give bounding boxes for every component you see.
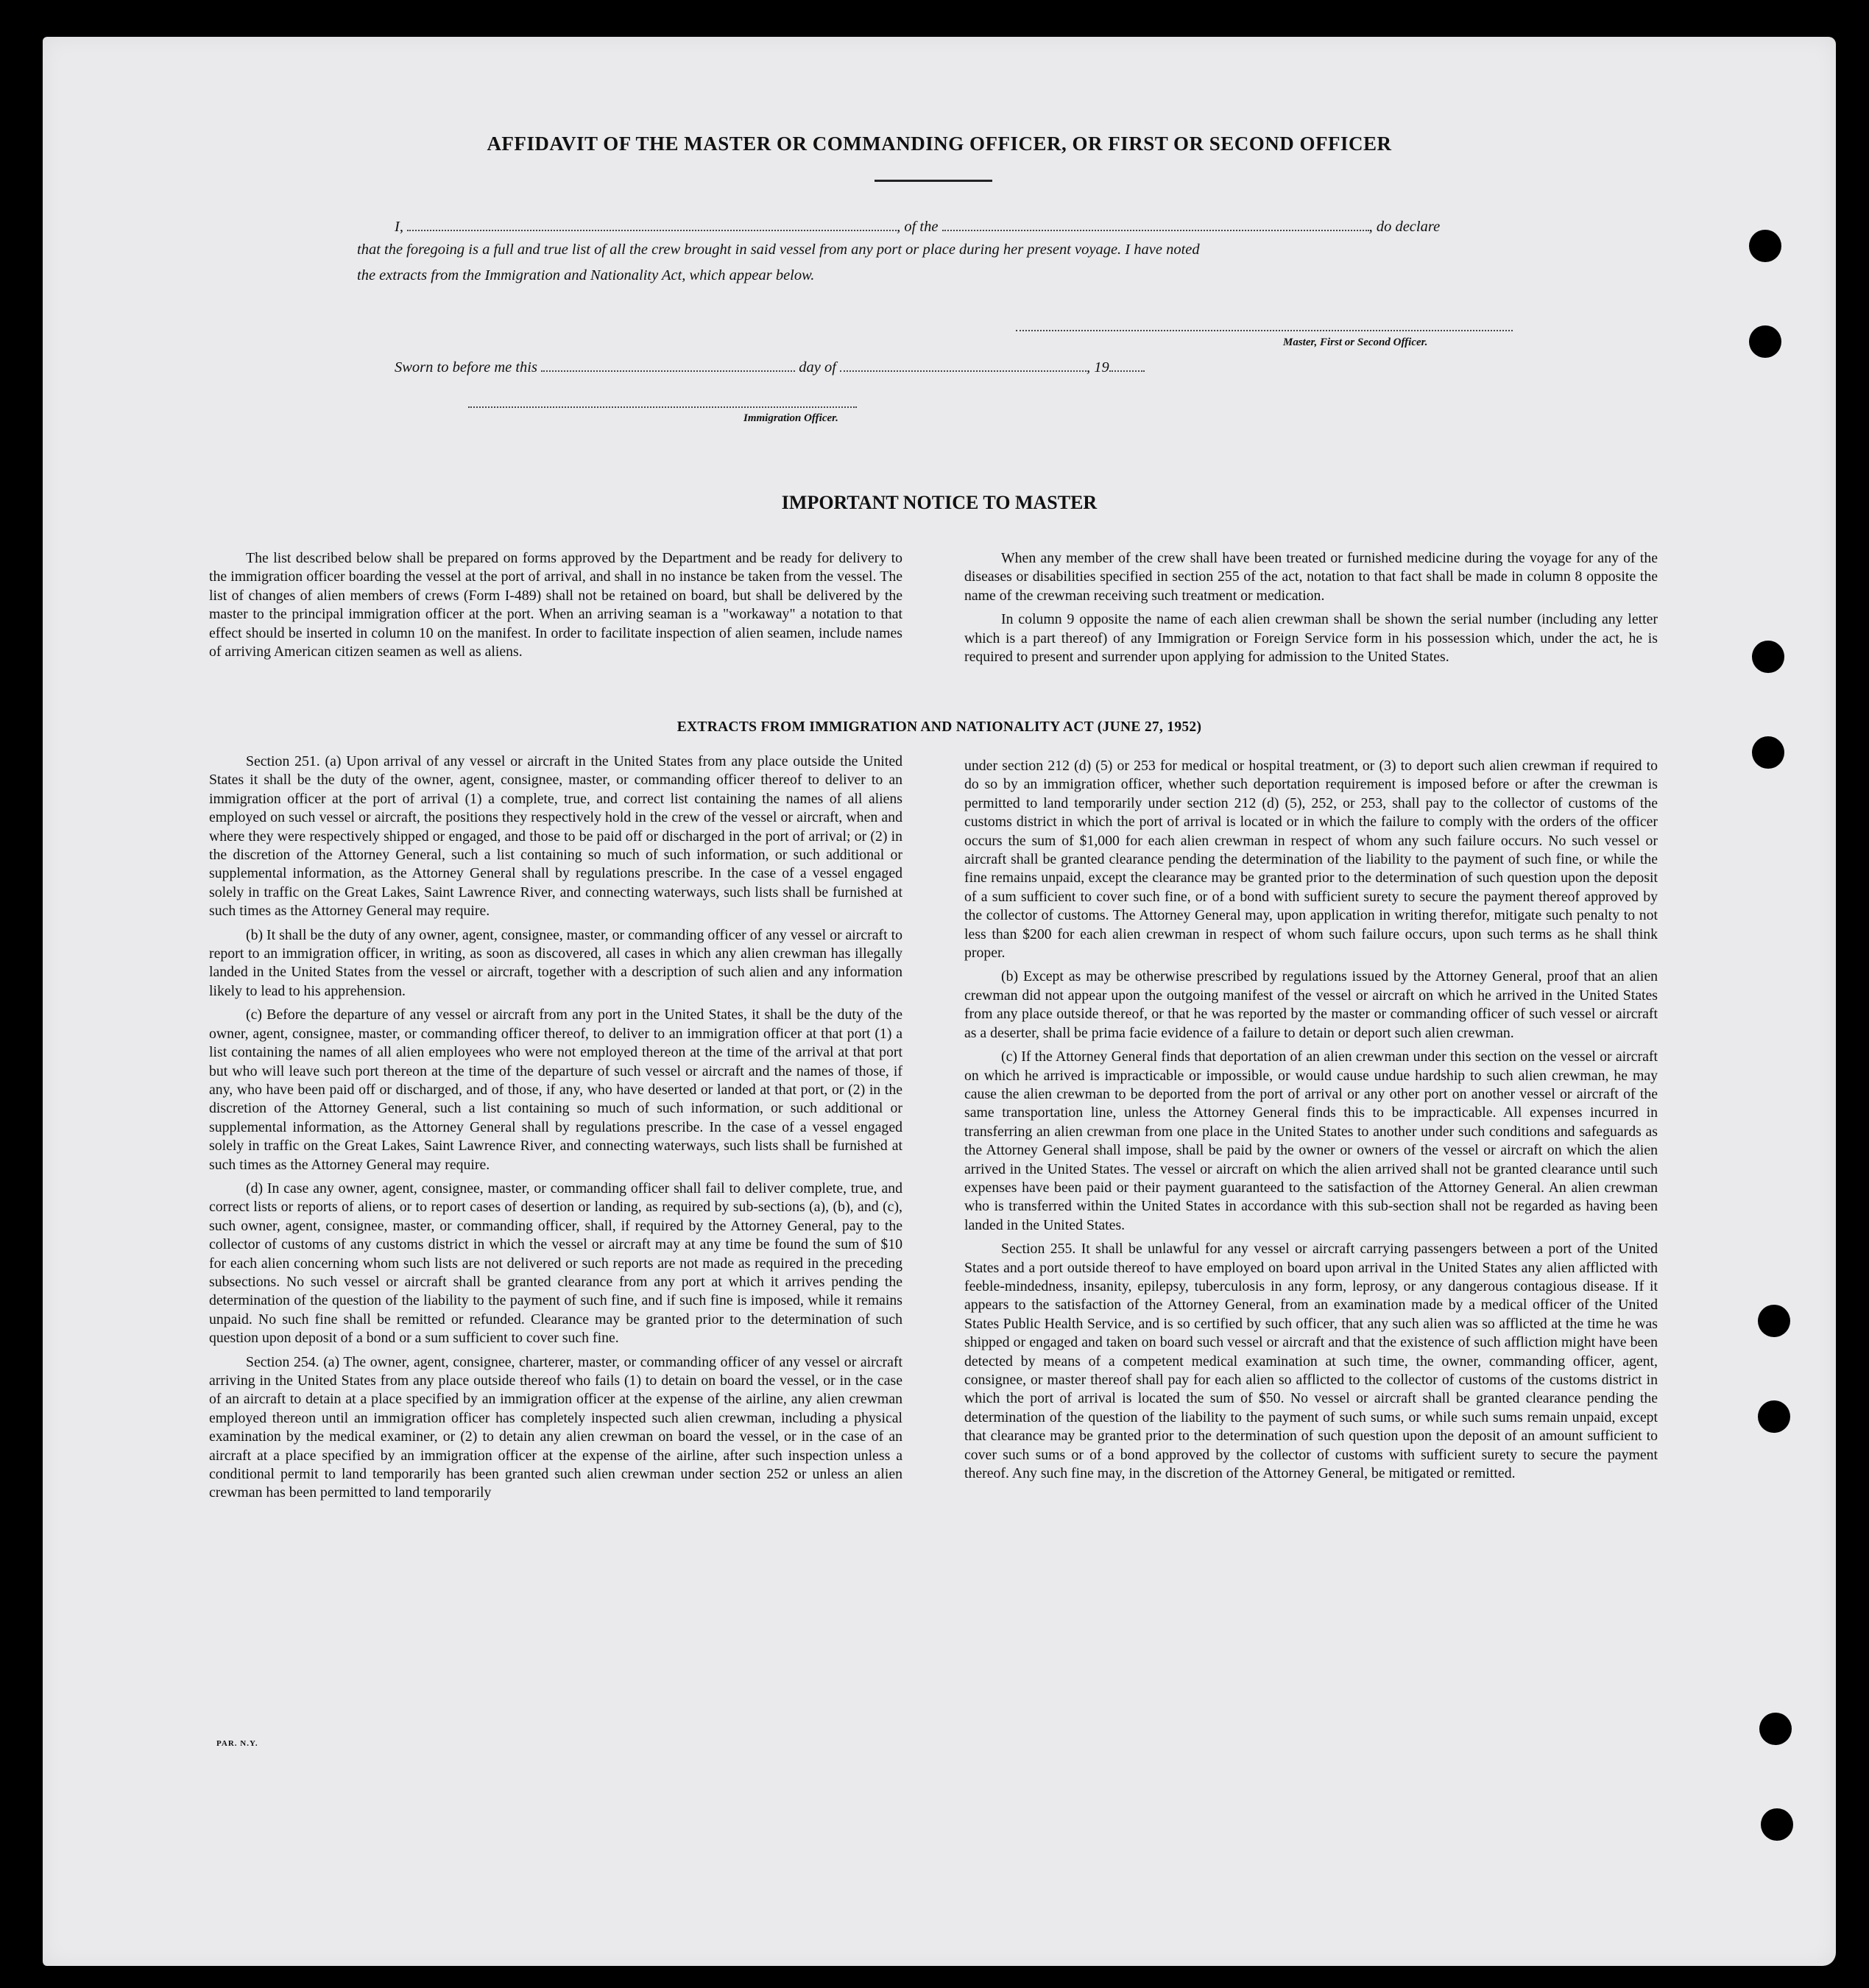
notice-title: IMPORTANT NOTICE TO MASTER [781,492,1098,513]
affidavit-title: AFFIDAVIT OF THE MASTER OR COMMANDING OFFICER, OR FIRST OR SECOND OFFICER [487,133,1392,155]
vessel-name-field[interactable] [942,215,1369,231]
printer-mark: PAR. N.Y. [216,1739,258,1748]
extracts-right-column [964,757,1658,1488]
punch-hole [1752,736,1784,769]
notice-paragraph: When any member of the crew shall have been treated or furnished medicine during the voyage for any of the diseases or disabilities specified in section 255 of the act, notation to that fact shall be made in column 8 opposite the name of the crewman receiving such treatment or medication. [964,550,1658,604]
sworn-text: Sworn to before me this [395,359,537,376]
punch-hole [1752,641,1784,673]
sworn-month-field[interactable] [840,356,1087,372]
extract-paragraph: Section 254. (a) The owner, agent, consignee, charterer, master, or commanding officer of any vessel or aircraft arriving in the United States from any place outside thereof who fails (1) to detain on board the vessel, or in the case of an aircraft to detain at a place specified by an immigration officer at the expense of the airline, any alien crewman employed thereon until an immigration officer has completely inspected such alien crewman, including a physical examination by the medical examiner, or (2) to detain any alien crewman on board the vessel, or in the case of an aircraft at a place specified by an immigration officer at the expense of the airline, after such inspection unless a conditional permit to land temporarily has been granted such alien crewman under section 252 or unless an alien crewman has been permitted to land temporarily [209,1353,902,1501]
punch-hole [1749,325,1781,358]
extracts-title: EXTRACTS FROM IMMIGRATION AND NATIONALITY ACT (JUNE 27, 1952) [676,719,1202,735]
declaration-line-2: that the foregoing is a full and true list of all the crew brought in said vessel from any port or place during her present voyage. I have noted [357,242,1200,258]
notice-left-column [209,549,902,666]
notice-paragraph: In column 9 opposite the name of each alien crewman shall be shown the serial number (including any letter which is a part thereof) of any Immigration or Foreign Service form in his possession which, under the act, he is required to present and surrender upon applying for admission to the United States. [964,611,1658,666]
punch-hole [1759,1713,1792,1745]
title-underline [875,180,992,182]
sworn-date-field[interactable] [541,356,795,372]
punch-hole [1761,1808,1793,1841]
master-signature-label: Master, First or Second Officer. [1283,336,1428,348]
extract-paragraph: Section 251. (a) Upon arrival of any vessel or aircraft in the United States from any place outside the United States it shall be the duty of the owner, agent, consignee, master, or commanding officer thereof to deliver to an immigration officer at the port of arrival (1) a complete, true, and correct list containing the names of all aliens employed on such vessel or aircraft, the positions they respectively hold in the crew of the vessel or aircraft, when and where they were respectively shipped or engaged, and those to be paid off or discharged in the port of arrival; or (2) in the discretion of the Attorney General, such a list containing so much of such information, or such additional or supplemental information, as the Attorney General shall by regulations prescribe. In the case of a vessel engaged solely in traffic on the Great Lakes, Saint Lawrence River, and connecting waterways, such lists shall be furnished at such times as the Attorney General may require. [209,753,902,920]
punch-hole [1758,1400,1790,1433]
extract-paragraph: (c) Before the departure of any vessel or aircraft from any port in the United States, it shall be the duty of the owner, agent, consignee, master, or commanding officer thereof, to deliver to an immigration officer at that port (1) a list containing the names of all alien employees who were not employed thereon at the time of the arrival at that port but who will leave such port thereon at the time of the departure of such vessel or aircraft and the names of those, if any, who have been paid off or discharged, and of those, if any, who have deserted or landed at that port, or (2) in the discretion of the Attorney General, such a list containing so much of such information, or such additional or supplemental information, as the Attorney General shall by regulations prescribe. In the case of a vessel engaged solely in traffic on the Great Lakes, Saint Lawrence River, and connecting waterways, such lists shall be furnished at such times as the Attorney General may require. [209,1007,902,1173]
immigration-officer-signature-line[interactable] [468,406,857,408]
do-declare-text: , do declare [1368,219,1441,235]
extract-paragraph: (b) It shall be the duty of any owner, agent, consignee, master, or commanding officer of any vessel or aircraft to report to an immigration officer, in writing, as soon as discovered, all cases in which any alien crewman has illegally landed in the United States from the vessel or aircraft, together with a description of such alien and any information likely to lead to his apprehension. [209,926,902,999]
notice-right-column [964,549,1658,672]
punch-hole [1749,230,1781,262]
extract-paragraph: Section 255. It shall be unlawful for any vessel or aircraft carrying passengers between a port of the United States and a port outside thereof to have employed on board upon arrival in the United States any alien afflicted with feeble-mindedness, insanity, epilepsy, tuberculosis in any form, leprosy, or any dangerous contagious disease. If it appears to the satisfaction of the Attorney General, from an examination made by a medical officer of the United States Public Health Service, and is so certified by such officer, that any such alien was so afflicted at the time he was shipped or engaged and taken on board such vessel or aircraft and that the existence of such affliction might have been detected by means of a competent medical examination at such time, the owner, commanding officer, agent, consignee, or master thereof shall pay for each alien so afflicted to the collector of customs of the customs district in which the port of arrival is located the sum of $50. No vessel or aircraft shall be granted clearance pending the determination of the question of the liability to the payment of such sums, or while such sums remain unpaid, except that clearance may be granted prior to the determination of such question upon the deposit of an amount sufficient to cover such sums or of a bond approved by the collector of customs with sufficient surety to secure the payment thereof. Any such fine may, in the discretion of the Attorney General, be mitigated or remitted. [964,1241,1658,1482]
extracts-left-column [209,752,902,1508]
of-the-text: , of the [897,219,939,235]
immigration-officer-label: Immigration Officer. [743,412,838,424]
day-of-text: day of [799,359,836,376]
punch-hole [1758,1305,1790,1337]
extract-paragraph: (c) If the Attorney General finds that deportation of an alien crewman under this section on the vessel or aircraft on which he arrived is impracticable or impossible, or would cause undue hardship to such alien crewman, he may cause the alien crewman to be deported from the port of arrival or any other port on another vessel or aircraft of the same transportation line, unless the Attorney General finds this to be impracticable. All expenses incurred in transferring an alien crewman from one place in the United States to another under such conditions and safeguards as the Attorney General shall impose, shall be paid by the owner or owners of the vessel or aircraft on which the alien arrived in the United States. The vessel or aircraft on which the alien arrived shall not be granted clearance until such expenses have been paid or their payment guaranteed to the satisfaction of the Attorney General. An alien crewman who is transferred within the United States in accordance with this sub-section shall not be regarded as having been landed in the United States. [964,1048,1658,1233]
year-field[interactable] [1109,356,1145,372]
year-prefix-text: , 19 [1087,359,1109,376]
declarant-name-field[interactable] [407,215,897,231]
extract-paragraph: under section 212 (d) (5) or 253 for medical or hospital treatment, or (3) to deport such alien crewman if required to do so by an immigration officer, whether such deportation requirement is imposed before or after the crewman is permitted to land temporarily under section 212 (d) (5), 252, or 253, shall pay to the collector of customs of the customs district in which the port of arrival is located or in which the failure to comply with the orders of the officer occurs the sum of $1,000 for each alien crewman in respect of whom any such failure occurs. No such vessel or aircraft shall be granted clearance pending the determination of the liability to the payment of such fine, or while the fine remains unpaid, except the clearance may be granted prior to the determination of such question upon the deposit of a sum sufficient to cover such fine, or of a bond with sufficient surety to secure the payment thereof approved by the collector of customs. The Attorney General may, upon application in writing therefor, mitigate such penalty to not less than $200 for each alien crewman in respect of whom such failure occurs, upon such terms as he shall think proper. [964,758,1658,962]
document-page [43,37,1836,1966]
master-signature-line[interactable] [1016,330,1513,331]
declarant-prefix: I, [395,219,403,235]
notice-paragraph: The list described below shall be prepared on forms approved by the Department and be ready for delivery to the immigration officer boarding the vessel at the port of arrival, and shall in no instance be taken from the vessel. The list of changes of alien members of crews (Form I-489) shall not be retained on board, but shall be delivered by the master to the principal immigration officer at the port. When an arriving seaman is a "workaway" a notation to that effect should be inserted in column 10 on the manifest. In order to facilitate inspection of alien seamen, include names of arriving American citizen seamen as well as aliens. [209,550,902,660]
declaration-line-1 [395,215,1558,236]
sworn-line [395,356,1352,376]
declaration-line-3: the extracts from the Immigration and Nationality Act, which appear below. [357,267,815,283]
extract-paragraph: (b) Except as may be otherwise prescribed by regulations issued by the Attorney General, proof that an alien crewman did not appear upon the outgoing manifest of the vessel or aircraft on which he arrived in the United States from any place outside thereof, or that he was reported by the master or commanding officer of such vessel or aircraft as a deserter, shall be prima facie evidence of a failure to detain or deport such alien crewman. [964,968,1658,1041]
extract-paragraph: (d) In case any owner, agent, consignee, master, or commanding officer shall fail to deliver complete, true, and correct lists or reports of aliens, or to report cases of desertion or landing, as required by sub-sections (a), (b), and (c), such owner, agent, consignee, master, or commanding officer, shall, if required by the Attorney General, pay to the collector of customs of any customs district in which the vessel or aircraft may at any time be found the sum of $10 for each alien concerning whom such lists are not delivered or such reports are not made as required in the preceding subsections. No such vessel or aircraft shall be granted clearance from any port at which it arrives pending the determination of the question of the liability to the payment of such fine, and if such fine is imposed, while it remains unpaid. No such fine shall be remitted or refunded. Clearance may be granted prior to the determination of such question upon deposit of a bond or a sum sufficient to cover such fine. [209,1180,902,1347]
